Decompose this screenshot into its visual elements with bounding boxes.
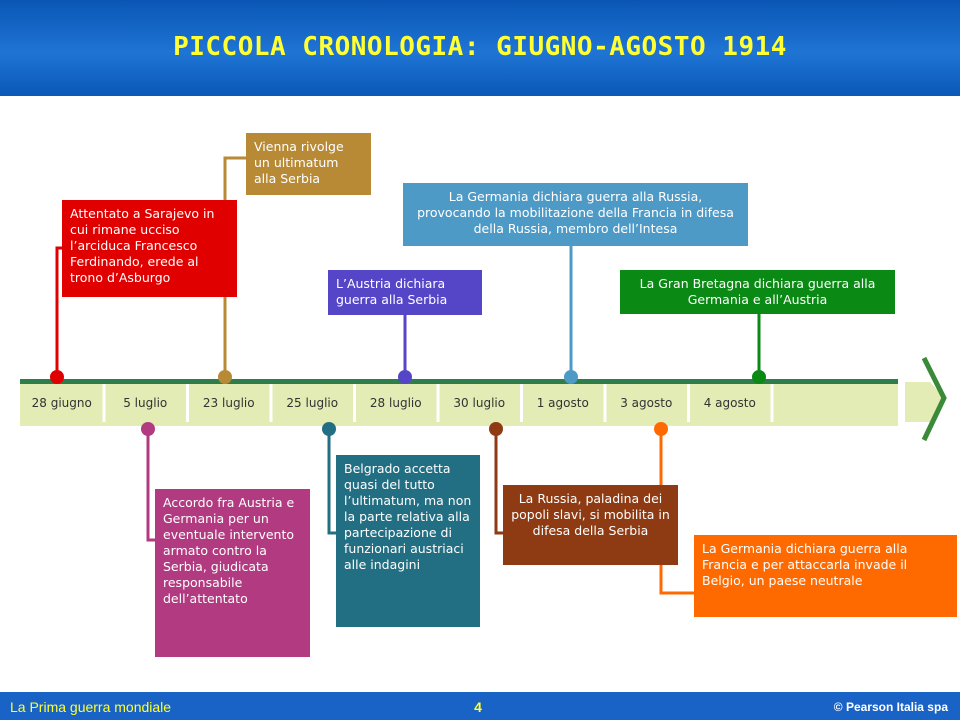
event-box-28-giugno: Attentato a Sarajevo in cui rimane ucciso l’arciduca Francesco Ferdinando, erede al trono d’Asburgo [62, 200, 237, 297]
date-label: 4 agosto [703, 396, 756, 410]
event-connector [496, 429, 503, 533]
date-label: 28 luglio [369, 396, 422, 410]
event-box-25-luglio: Belgrado accetta quasi del tutto l’ultimatum, ma non la parte relativa alla partecipazione di funzionari austriaci alle indagini [336, 455, 480, 627]
footer-bar [0, 692, 960, 720]
event-dot [398, 370, 412, 384]
event-box-3-agosto: La Germania dichiara guerra alla Francia e per attaccarla invade il Belgio, un paese neutrale [694, 535, 957, 617]
event-box-5-luglio: Accordo fra Austria e Germania per un eventuale intervento armato contro la Serbia, giudicata responsabile dell’attentato [155, 489, 310, 657]
copyright-notice: © Pearson Italia spa [833, 700, 948, 714]
event-dot [489, 422, 503, 436]
page-number: 4 [474, 699, 482, 715]
date-label: 23 luglio [202, 396, 255, 410]
event-dot [141, 422, 155, 436]
slide-title: PICCOLA CRONOLOGIA: GIUGNO-AGOSTO 1914 [173, 32, 787, 62]
event-dot [218, 370, 232, 384]
event-dot [752, 370, 766, 384]
event-box-4-agosto: La Gran Bretagna dichiara guerra alla Germania e all’Austria [620, 270, 895, 314]
event-connector [329, 429, 336, 533]
date-label: 5 luglio [123, 396, 168, 410]
date-label: 1 agosto [536, 396, 589, 410]
date-label: 25 luglio [286, 396, 339, 410]
event-dot [322, 422, 336, 436]
date-label: 28 giugno [31, 396, 92, 410]
date-label: 30 luglio [453, 396, 506, 410]
footer-course-title: La Prima guerra mondiale [10, 699, 172, 715]
event-box-28-luglio: L’Austria dichiara guerra alla Serbia [328, 270, 482, 315]
event-box-1-agosto: La Germania dichiara guerra alla Russia, provocando la mobilitazione della Francia in difesa della Russia, membro dell’Intesa [403, 183, 748, 246]
event-dot [50, 370, 64, 384]
event-box-23-luglio: Vienna rivolge un ultimatum alla Serbia [246, 133, 371, 195]
event-box-30-luglio: La Russia, paladina dei popoli slavi, si mobilita in difesa della Serbia [503, 485, 678, 565]
event-dot [564, 370, 578, 384]
event-connector [148, 429, 155, 540]
date-label: 3 agosto [620, 396, 673, 410]
event-dot [654, 422, 668, 436]
timeline-top-line [20, 379, 898, 384]
